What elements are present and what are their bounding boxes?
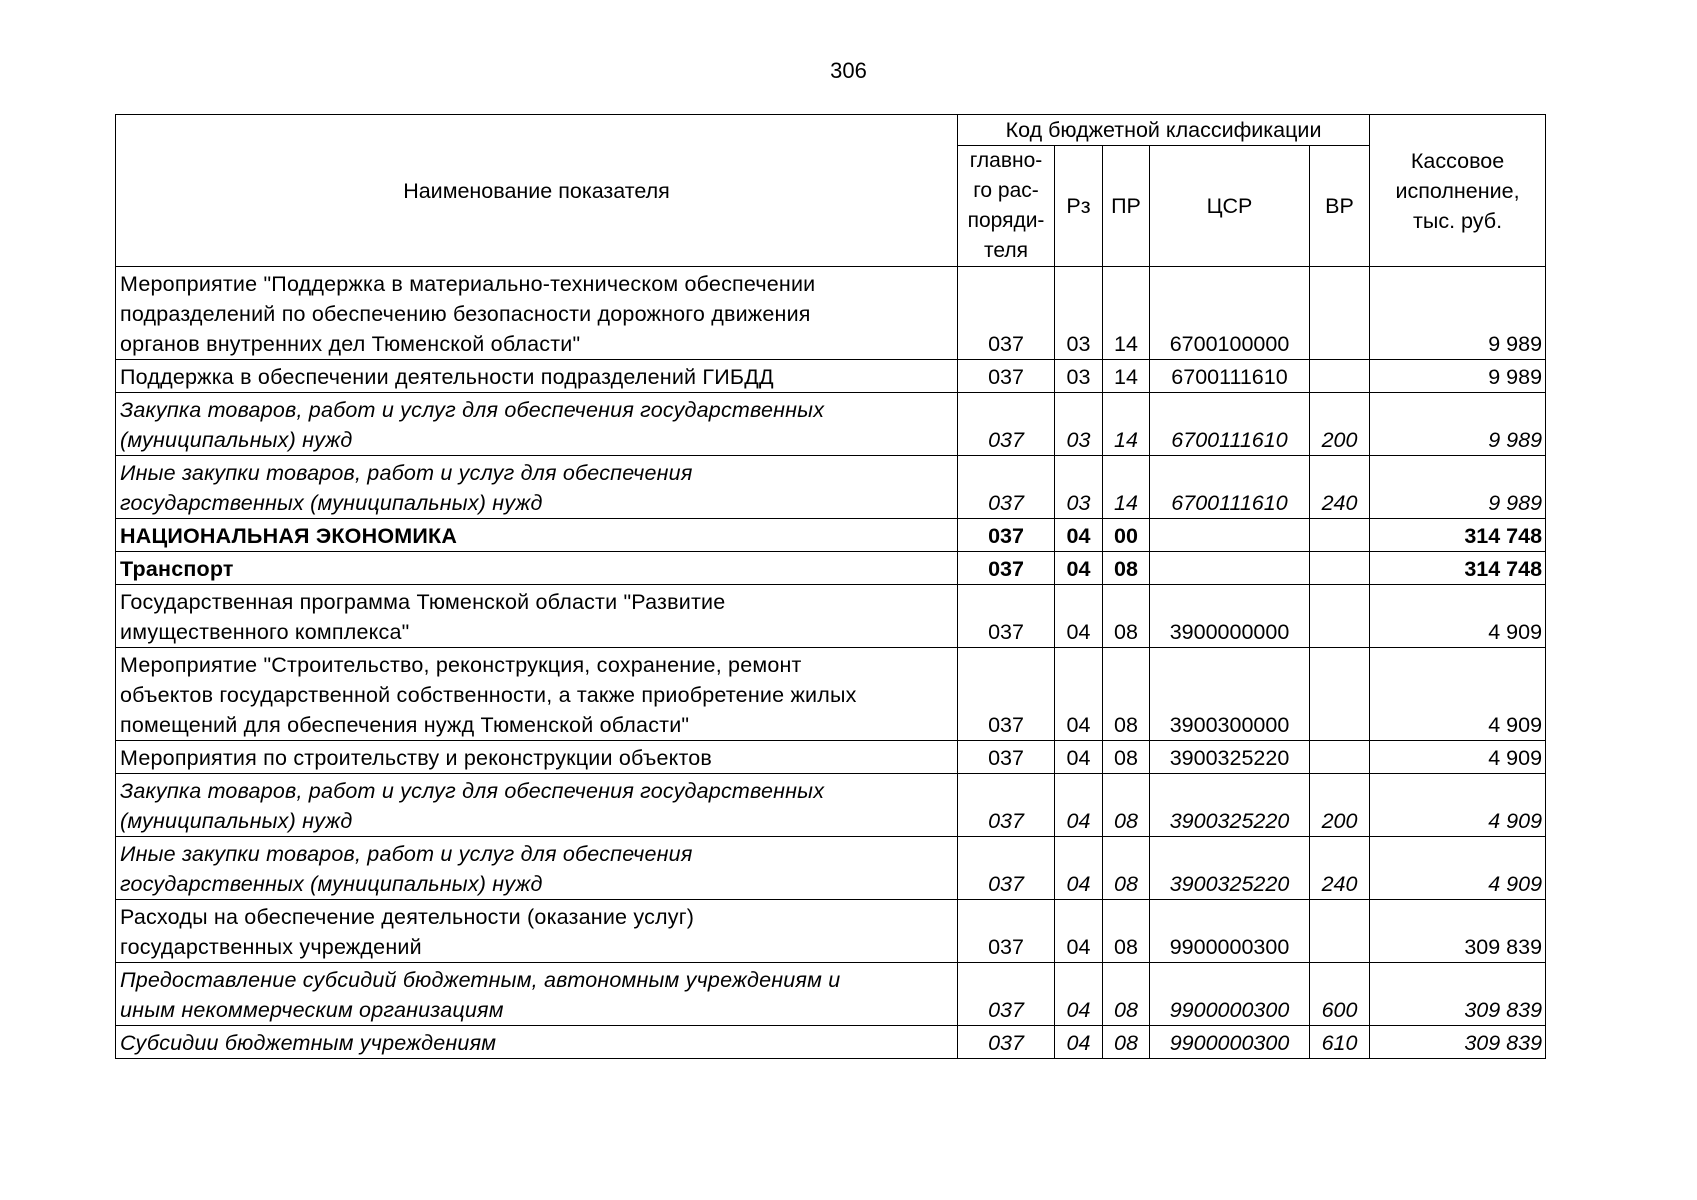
row-name-line: Поддержка в обеспечении деятельности подразделений ГИБДД (120, 365, 774, 389)
header-amount-line: тыс. руб. (1413, 208, 1503, 233)
header-main-admin-line: главно- (969, 149, 1043, 172)
cell-csr: 3900325220 (1150, 774, 1310, 837)
cell-csr: 6700100000 (1150, 267, 1310, 360)
row-name (116, 585, 958, 648)
cell-vr: 240 (1310, 456, 1370, 519)
cell-rz: 03 (1055, 267, 1103, 360)
table-row (116, 360, 1546, 393)
cell-pr: 08 (1103, 963, 1150, 1026)
cell-amount: 309 839 (1370, 963, 1546, 1026)
row-name-line: имущественного комплекса" (120, 620, 410, 644)
row-name (116, 963, 958, 1026)
cell-csr (1150, 552, 1310, 585)
header-code-group: Код бюджетной классификации (958, 115, 1370, 146)
row-name-line: Закупка товаров, работ и услуг для обеспечения государственных (120, 779, 825, 803)
header-pr: ПР (1103, 146, 1150, 267)
cell-pr: 08 (1103, 900, 1150, 963)
row-name-line: НАЦИОНАЛЬНАЯ ЭКОНОМИКА (120, 524, 458, 548)
row-name (116, 900, 958, 963)
table-row (116, 393, 1546, 456)
row-name-line: помещений для обеспечения нужд Тюменской области" (120, 713, 690, 737)
cell-vr (1310, 552, 1370, 585)
cell-pr: 14 (1103, 267, 1150, 360)
row-name-line: (муниципальных) нужд (120, 809, 353, 833)
row-name (116, 456, 958, 519)
cell-csr: 9900000300 (1150, 900, 1310, 963)
cell-rz: 04 (1055, 774, 1103, 837)
cell-amount: 314 748 (1370, 552, 1546, 585)
header-amount-line: исполнение, (1395, 178, 1520, 203)
cell-main-admin: 037 (958, 585, 1055, 648)
header-amount-line: Кассовое (1410, 148, 1505, 173)
cell-main-admin: 037 (958, 900, 1055, 963)
cell-amount: 9 989 (1370, 393, 1546, 456)
cell-csr: 3900325220 (1150, 837, 1310, 900)
cell-csr: 3900000000 (1150, 585, 1310, 648)
header-main-admin-line: го рас- (973, 179, 1039, 202)
cell-main-admin: 037 (958, 741, 1055, 774)
row-name-line: органов внутренних дел Тюменской области" (120, 332, 581, 356)
row-name (116, 552, 958, 585)
cell-vr (1310, 360, 1370, 393)
row-name (116, 741, 958, 774)
row-name-line: Расходы на обеспечение деятельности (оказание услуг) (120, 905, 695, 929)
row-name (116, 837, 958, 900)
cell-vr: 240 (1310, 837, 1370, 900)
cell-pr: 08 (1103, 1026, 1150, 1059)
cell-amount: 4 909 (1370, 837, 1546, 900)
row-name-line: Предоставление субсидий бюджетным, автономным учреждениям и (120, 968, 841, 992)
cell-amount: 9 989 (1370, 360, 1546, 393)
cell-main-admin: 037 (958, 456, 1055, 519)
cell-vr: 200 (1310, 393, 1370, 456)
row-name-line: Субсидии бюджетным учреждениям (120, 1031, 497, 1055)
cell-rz: 04 (1055, 741, 1103, 774)
cell-pr: 00 (1103, 519, 1150, 552)
row-name-line: Закупка товаров, работ и услуг для обеспечения государственных (120, 398, 825, 422)
row-name (116, 519, 958, 552)
cell-pr: 14 (1103, 393, 1150, 456)
row-name-line: (муниципальных) нужд (120, 428, 353, 452)
cell-main-admin: 037 (958, 837, 1055, 900)
cell-main-admin: 037 (958, 360, 1055, 393)
cell-csr: 3900300000 (1150, 648, 1310, 741)
row-name-line: Мероприятие "Поддержка в материально-техническом обеспечении (120, 272, 816, 296)
table-header (116, 115, 1546, 267)
cell-vr (1310, 648, 1370, 741)
cell-main-admin: 037 (958, 648, 1055, 741)
cell-vr: 610 (1310, 1026, 1370, 1059)
cell-amount: 309 839 (1370, 900, 1546, 963)
row-name-line: Мероприятие "Строительство, реконструкция, сохранение, ремонт (120, 653, 802, 677)
row-name (116, 393, 958, 456)
header-name: Наименование показателя (116, 115, 958, 267)
cell-pr: 08 (1103, 585, 1150, 648)
cell-amount: 314 748 (1370, 519, 1546, 552)
table-row (116, 456, 1546, 519)
page-number: 306 (830, 58, 867, 83)
table-row (116, 267, 1546, 360)
row-name (116, 360, 958, 393)
table-row (116, 741, 1546, 774)
row-name (116, 774, 958, 837)
table-row (116, 648, 1546, 741)
cell-rz: 03 (1055, 456, 1103, 519)
row-name (116, 267, 958, 360)
cell-amount: 4 909 (1370, 741, 1546, 774)
cell-vr: 200 (1310, 774, 1370, 837)
cell-amount: 4 909 (1370, 648, 1546, 741)
cell-pr: 14 (1103, 456, 1150, 519)
cell-csr: 9900000300 (1150, 1026, 1310, 1059)
row-name-line: государственных (муниципальных) нужд (120, 491, 543, 515)
table-row (116, 900, 1546, 963)
row-name-line: государственных учреждений (120, 935, 422, 959)
cell-csr: 3900325220 (1150, 741, 1310, 774)
row-name-line: объектов государственной собственности, а также приобретение жилых (120, 683, 857, 707)
cell-main-admin: 037 (958, 774, 1055, 837)
cell-vr (1310, 900, 1370, 963)
cell-vr (1310, 741, 1370, 774)
row-name-line: Мероприятия по строительству и реконструкции объектов (120, 746, 713, 770)
cell-csr: 9900000300 (1150, 963, 1310, 1026)
cell-rz: 04 (1055, 552, 1103, 585)
table-row (116, 1026, 1546, 1059)
table-row (116, 552, 1546, 585)
table-row (116, 585, 1546, 648)
cell-rz: 03 (1055, 393, 1103, 456)
cell-vr (1310, 267, 1370, 360)
cell-vr: 600 (1310, 963, 1370, 1026)
header-main-admin-line: теля (984, 239, 1028, 262)
row-name-line: Иные закупки товаров, работ и услуг для обеспечения (120, 842, 693, 866)
cell-pr: 08 (1103, 648, 1150, 741)
row-name-line: государственных (муниципальных) нужд (120, 872, 543, 896)
cell-main-admin: 037 (958, 393, 1055, 456)
cell-rz: 04 (1055, 648, 1103, 741)
table-row (116, 837, 1546, 900)
header-main-admin-line: поряди- (967, 209, 1045, 232)
table-row (116, 963, 1546, 1026)
cell-amount: 4 909 (1370, 585, 1546, 648)
cell-amount: 4 909 (1370, 774, 1546, 837)
table-row (116, 519, 1546, 552)
cell-main-admin: 037 (958, 1026, 1055, 1059)
cell-csr: 6700111610 (1150, 393, 1310, 456)
table-body (116, 267, 1546, 1059)
cell-csr: 6700111610 (1150, 456, 1310, 519)
header-csr: ЦСР (1150, 146, 1310, 267)
cell-rz: 04 (1055, 519, 1103, 552)
cell-rz: 04 (1055, 1026, 1103, 1059)
cell-rz: 04 (1055, 585, 1103, 648)
header-vr: ВР (1310, 146, 1370, 267)
cell-rz: 04 (1055, 837, 1103, 900)
cell-rz: 04 (1055, 963, 1103, 1026)
header-rz: Рз (1055, 146, 1103, 267)
row-name (116, 648, 958, 741)
row-name-line: иным некоммерческим организациям (120, 998, 504, 1022)
cell-pr: 08 (1103, 774, 1150, 837)
table-row (116, 774, 1546, 837)
header-main-admin (958, 146, 1055, 267)
row-name-line: Государственная программа Тюменской области "Развитие (120, 590, 726, 614)
cell-rz: 04 (1055, 900, 1103, 963)
cell-main-admin: 037 (958, 267, 1055, 360)
cell-main-admin: 037 (958, 519, 1055, 552)
cell-csr (1150, 519, 1310, 552)
cell-main-admin: 037 (958, 552, 1055, 585)
cell-pr: 08 (1103, 741, 1150, 774)
cell-amount: 9 989 (1370, 267, 1546, 360)
budget-table (115, 114, 1546, 1059)
header-amount (1370, 115, 1546, 267)
row-name-line: Иные закупки товаров, работ и услуг для обеспечения (120, 461, 693, 485)
cell-pr: 14 (1103, 360, 1150, 393)
cell-pr: 08 (1103, 552, 1150, 585)
cell-rz: 03 (1055, 360, 1103, 393)
row-name-line: подразделений по обеспечению безопасности дорожного движения (120, 302, 811, 326)
row-name-line: Транспорт (120, 557, 234, 581)
cell-csr: 6700111610 (1150, 360, 1310, 393)
cell-main-admin: 037 (958, 963, 1055, 1026)
cell-vr (1310, 519, 1370, 552)
cell-vr (1310, 585, 1370, 648)
cell-pr: 08 (1103, 837, 1150, 900)
cell-amount: 309 839 (1370, 1026, 1546, 1059)
row-name (116, 1026, 958, 1059)
cell-amount: 9 989 (1370, 456, 1546, 519)
